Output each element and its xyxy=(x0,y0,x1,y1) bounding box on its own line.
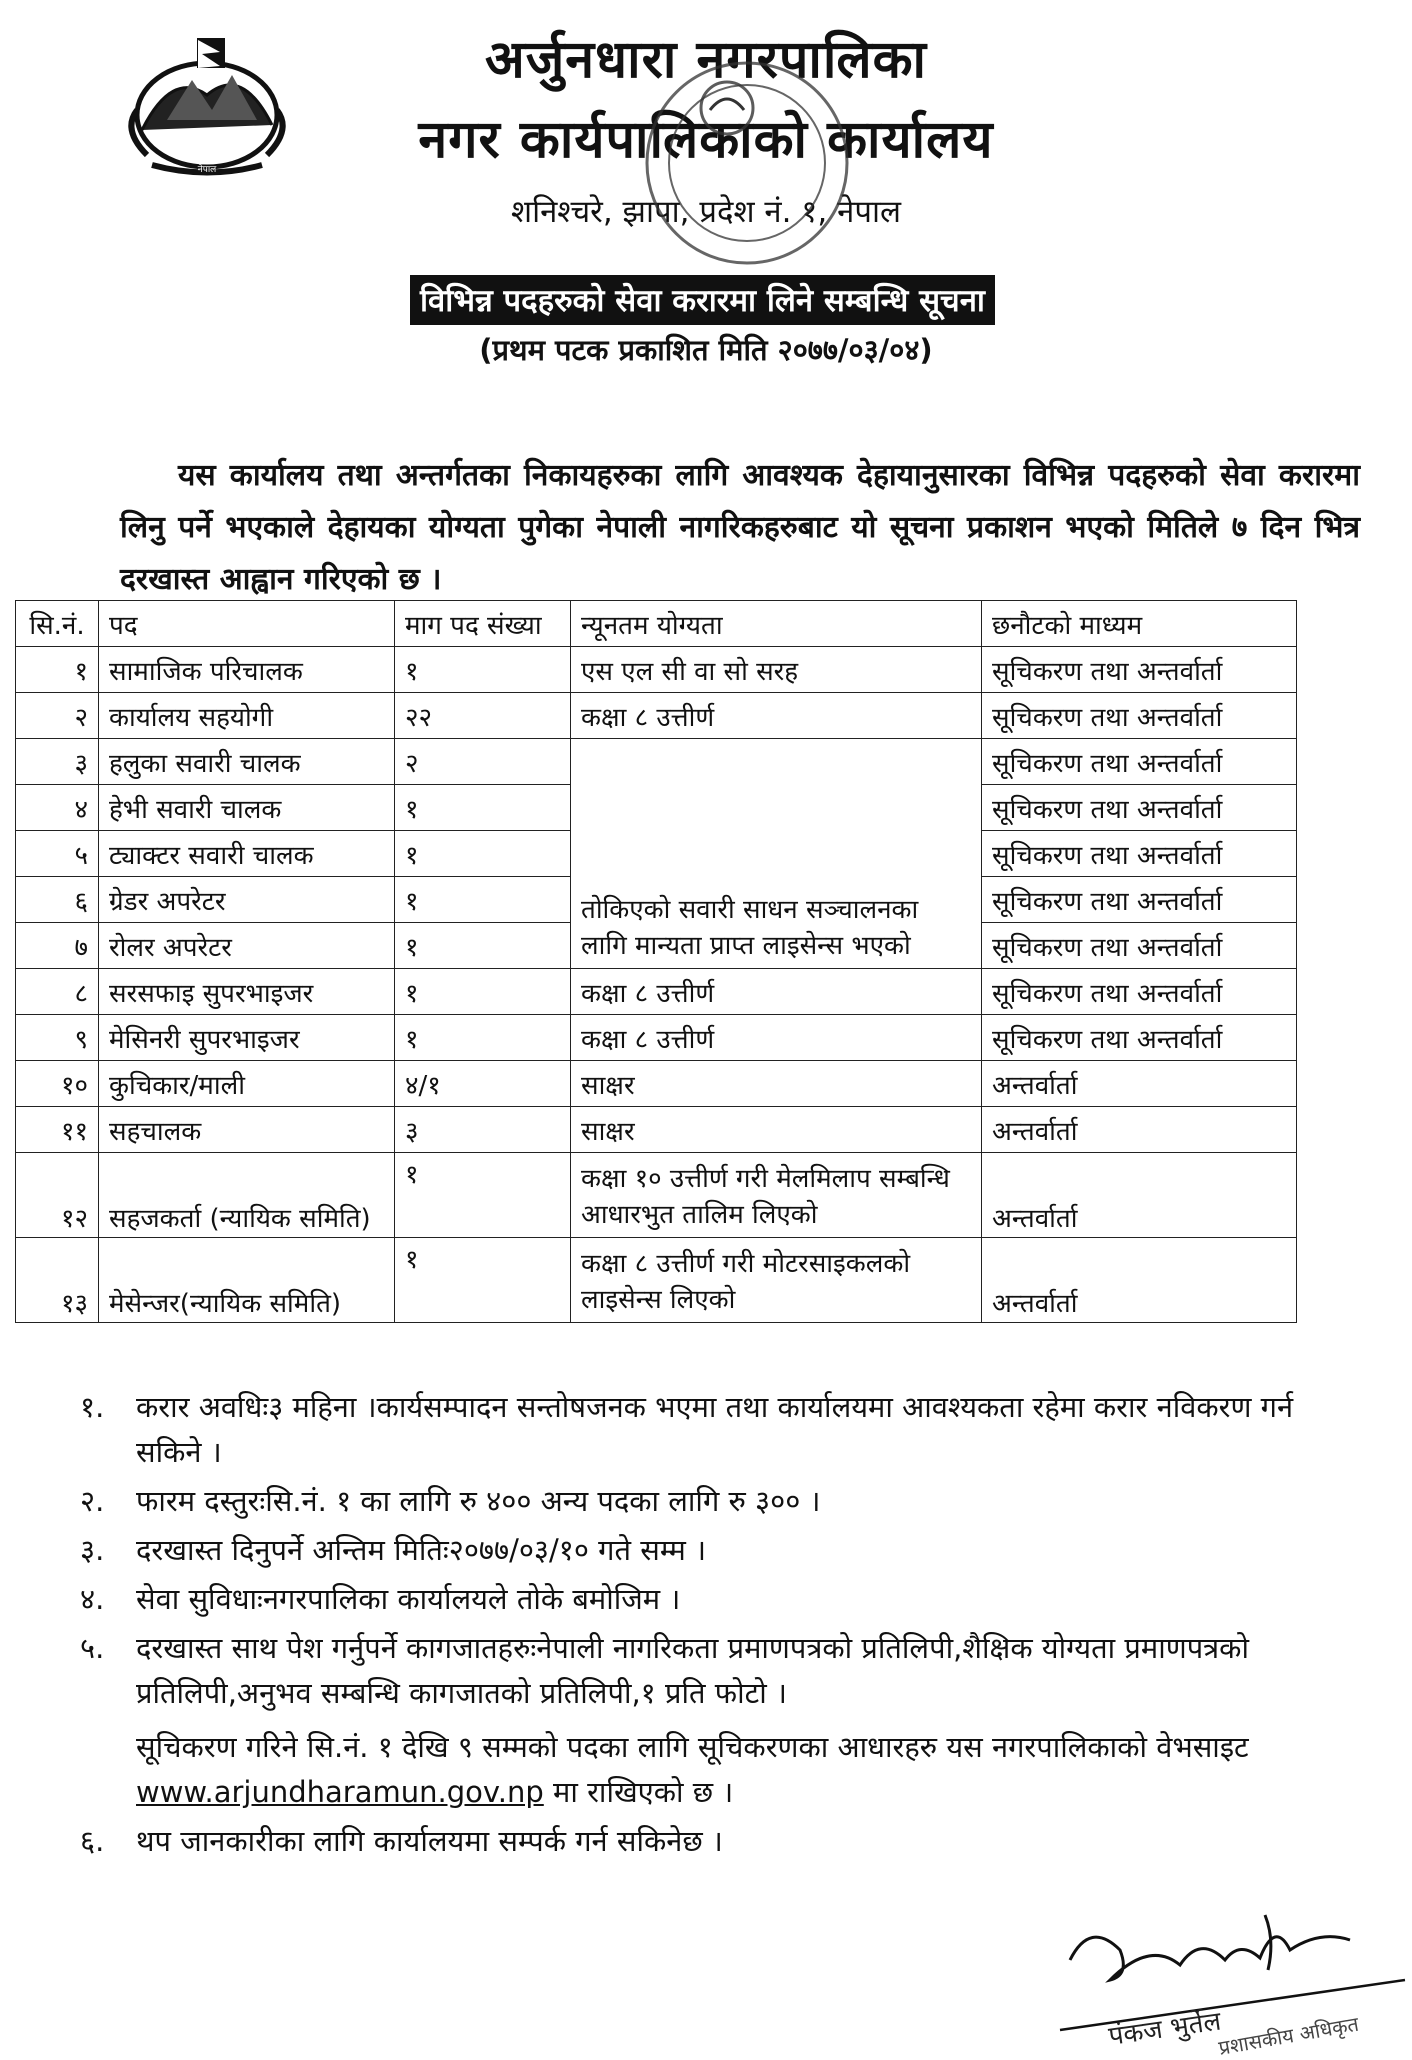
notice-intro: यस कार्यालय तथा अन्तर्गतका निकायहरुका लागि आवश्यक देहायानुसारका विभिन्न पदहरुको सेवा करारमा लिनु पर्ने भएकाले देहायका योग्यता पुगेका नेपाली नागरिकहरुबाट यो सूचना प्रकाशन भएको मितिले ७ दिन भित्र दरखास्त आह्वान गरिएको छ । xyxy=(120,458,1360,597)
cell-method: अन्तर्वार्ता xyxy=(982,1061,1297,1107)
cell-qty: १ xyxy=(395,1153,571,1238)
cell-sn: ३ xyxy=(16,739,99,785)
cell-post: कुचिकार/माली xyxy=(99,1061,395,1107)
office-address: शनिश्चरे, झापा, प्रदेश नं. १, नेपाल xyxy=(510,194,901,230)
list-item xyxy=(80,1528,1350,1573)
notes-list xyxy=(80,1385,1350,1720)
cell-method: सूचिकरण तथा अन्तर्वार्ता xyxy=(982,1015,1297,1061)
list-item xyxy=(80,1577,1350,1622)
cell-qty: ४/१ xyxy=(395,1061,571,1107)
note-number: ३. xyxy=(80,1533,105,1567)
table-row xyxy=(16,1061,1297,1107)
cell-method: सूचिकरण तथा अन्तर्वार्ता xyxy=(982,693,1297,739)
cell-method: सूचिकरण तथा अन्तर्वार्ता xyxy=(982,785,1297,831)
table-row xyxy=(16,739,1297,785)
cell-qty: १ xyxy=(395,877,571,923)
note-number: ५. xyxy=(80,1631,105,1665)
cell-driver-qual: तोकिएको सवारी साधन सञ्चालनका लागि मान्यता प्राप्त लाइसेन्स भएको xyxy=(571,739,982,969)
listing-note xyxy=(80,1725,1356,1864)
cell-method: अन्तर्वार्ता xyxy=(982,1153,1297,1238)
list-item xyxy=(80,1819,1356,1864)
cell-qual: साक्षर xyxy=(571,1061,982,1107)
cell-method: सूचिकरण तथा अन्तर्वार्ता xyxy=(982,739,1297,785)
col-header-qty: माग पद संख्या xyxy=(395,601,571,647)
note-text: फारम दस्तुरःसि.नं. १ का लागि रु ४०० अन्य पदका लागि रु ३०० । xyxy=(136,1484,821,1518)
cell-qty: ३ xyxy=(395,1107,571,1153)
cell-sn: ८ xyxy=(16,969,99,1015)
col-header-sn: सि.नं. xyxy=(16,601,99,647)
cell-post: मेसिनरी सुपरभाइजर xyxy=(99,1015,395,1061)
cell-post: सहजकर्ता (न्यायिक समिति) xyxy=(99,1153,395,1238)
table-row xyxy=(16,1238,1297,1323)
note-number: ६. xyxy=(80,1824,105,1858)
table-header-row xyxy=(16,601,1297,647)
cell-post: ट्याक्टर सवारी चालक xyxy=(99,831,395,877)
cell-post: सरसफाइ सुपरभाइजर xyxy=(99,969,395,1015)
cell-sn: १३ xyxy=(16,1238,99,1323)
cell-post: रोलर अपरेटर xyxy=(99,923,395,969)
col-header-method: छनौटको माध्यम xyxy=(982,601,1297,647)
cell-method: सूचिकरण तथा अन्तर्वार्ता xyxy=(982,831,1297,877)
col-header-qual: न्यूनतम योग्यता xyxy=(571,601,982,647)
table-row xyxy=(16,969,1297,1015)
notice-title: विभिन्न पदहरुको सेवा करारमा लिने सम्बन्धि सूचना xyxy=(410,275,995,325)
cell-sn: २ xyxy=(16,693,99,739)
cell-qual: कक्षा १० उत्तीर्ण गरी मेलमिलाप सम्बन्धि आधारभुत तालिम लिएको xyxy=(571,1153,982,1238)
table-row xyxy=(16,693,1297,739)
listing-note-text: सूचिकरण गरिने सि.नं. १ देखि ९ सम्मको पदका लागि सूचिकरणका आधारहरु यस नगरपालिकाको वेभसाइट xyxy=(136,1730,1249,1764)
cell-qty: १ xyxy=(395,831,571,877)
cell-method: सूचिकरण तथा अन्तर्वार्ता xyxy=(982,647,1297,693)
cell-qual: कक्षा ८ उत्तीर्ण xyxy=(571,1015,982,1061)
list-item xyxy=(80,1385,1350,1475)
note-number: २. xyxy=(80,1484,105,1518)
cell-method: सूचिकरण तथा अन्तर्वार्ता xyxy=(982,877,1297,923)
cell-qty: १ xyxy=(395,969,571,1015)
cell-qty: १ xyxy=(395,647,571,693)
cell-sn: ५ xyxy=(16,831,99,877)
cell-sn: ९ xyxy=(16,1015,99,1061)
cell-post: मेसेन्जर(न्यायिक समिति) xyxy=(99,1238,395,1323)
svg-text:प्रशासकीय अधिकृत: प्रशासकीय अधिकृत xyxy=(1216,2011,1361,2060)
table-row xyxy=(16,1015,1297,1061)
cell-qty: १ xyxy=(395,1015,571,1061)
cell-sn: १० xyxy=(16,1061,99,1107)
notice-publish-date: (प्रथम पटक प्रकाशित मिति २०७७/०३/०४) xyxy=(479,333,933,367)
cell-sn: ६ xyxy=(16,877,99,923)
signature-mark xyxy=(1050,1880,1410,2060)
cell-post: सहचालक xyxy=(99,1107,395,1153)
cell-method: सूचिकरण तथा अन्तर्वार्ता xyxy=(982,969,1297,1015)
note-number: १. xyxy=(80,1390,105,1424)
cell-qual: कक्षा ८ उत्तीर्ण गरी मोटरसाइकलको लाइसेन्स लिएको xyxy=(571,1238,982,1323)
cell-qual: कक्षा ८ उत्तीर्ण xyxy=(571,693,982,739)
cell-post: सामाजिक परिचालक xyxy=(99,647,395,693)
cell-method: सूचिकरण तथा अन्तर्वार्ता xyxy=(982,923,1297,969)
website-link[interactable]: www.arjundharamun.gov.np xyxy=(136,1775,544,1809)
list-item xyxy=(80,1479,1350,1524)
note-text: दरखास्त दिनुपर्ने अन्तिम मितिः२०७७/०३/१० गते सम्म । xyxy=(136,1533,707,1567)
cell-qty: १ xyxy=(395,923,571,969)
office-stamp-icon xyxy=(632,48,862,278)
cell-qual: साक्षर xyxy=(571,1107,982,1153)
list-item xyxy=(80,1626,1350,1716)
cell-method: अन्तर्वार्ता xyxy=(982,1107,1297,1153)
note-text: करार अवधिः३ महिना ।कार्यसम्पादन सन्तोषजनक भएमा तथा कार्यालयमा आवश्यकता रहेमा करार नविकरण गर्न सकिने । xyxy=(136,1390,1294,1469)
cell-qty: १ xyxy=(395,1238,571,1323)
cell-post: कार्यालय सहयोगी xyxy=(99,693,395,739)
municipality-name: अर्जुनधारा नगरपालिका xyxy=(485,30,927,90)
cell-qual: एस एल सी वा सो सरह xyxy=(571,647,982,693)
cell-qual: कक्षा ८ उत्तीर्ण xyxy=(571,969,982,1015)
cell-post: हलुका सवारी चालक xyxy=(99,739,395,785)
table-row xyxy=(16,1107,1297,1153)
cell-sn: ७ xyxy=(16,923,99,969)
note-text: सेवा सुविधाःनगरपालिका कार्यालयले तोके बमोजिम । xyxy=(136,1582,681,1616)
svg-text:पंकज भुर्तेल: पंकज भुर्तेल xyxy=(1106,2006,1223,2052)
table-row xyxy=(16,647,1297,693)
cell-method: अन्तर्वार्ता xyxy=(982,1238,1297,1323)
note-text: थप जानकारीका लागि कार्यालयमा सम्पर्क गर्न सकिनेछ । xyxy=(136,1824,723,1858)
posts-table xyxy=(15,600,1297,1323)
listing-note-suffix: मा राखिएको छ । xyxy=(553,1775,734,1809)
svg-text:नेपाल: नेपाल xyxy=(197,165,217,175)
cell-qty: १ xyxy=(395,785,571,831)
col-header-post: पद xyxy=(99,601,395,647)
cell-qty: २२ xyxy=(395,693,571,739)
table-row xyxy=(16,1153,1297,1238)
office-name: नगर कार्यपालिकाको कार्यालय xyxy=(418,110,994,170)
cell-post: ग्रेडर अपरेटर xyxy=(99,877,395,923)
note-text: दरखास्त साथ पेश गर्नुपर्ने कागजातहरुःनेपाली नागरिकता प्रमाणपत्रको प्रतिलिपी,शैक्षिक योग्यता प्रमाणपत्रको प्रतिलिपी,अनुभव सम्बन्धि कागजातको प्रतिलिपी,१ प्रति फोटो । xyxy=(136,1631,1249,1710)
cell-sn: १२ xyxy=(16,1153,99,1238)
cell-sn: ११ xyxy=(16,1107,99,1153)
cell-post: हेभी सवारी चालक xyxy=(99,785,395,831)
cell-qty: २ xyxy=(395,739,571,785)
note-number: ४. xyxy=(80,1582,105,1616)
cell-sn: १ xyxy=(16,647,99,693)
cell-sn: ४ xyxy=(16,785,99,831)
